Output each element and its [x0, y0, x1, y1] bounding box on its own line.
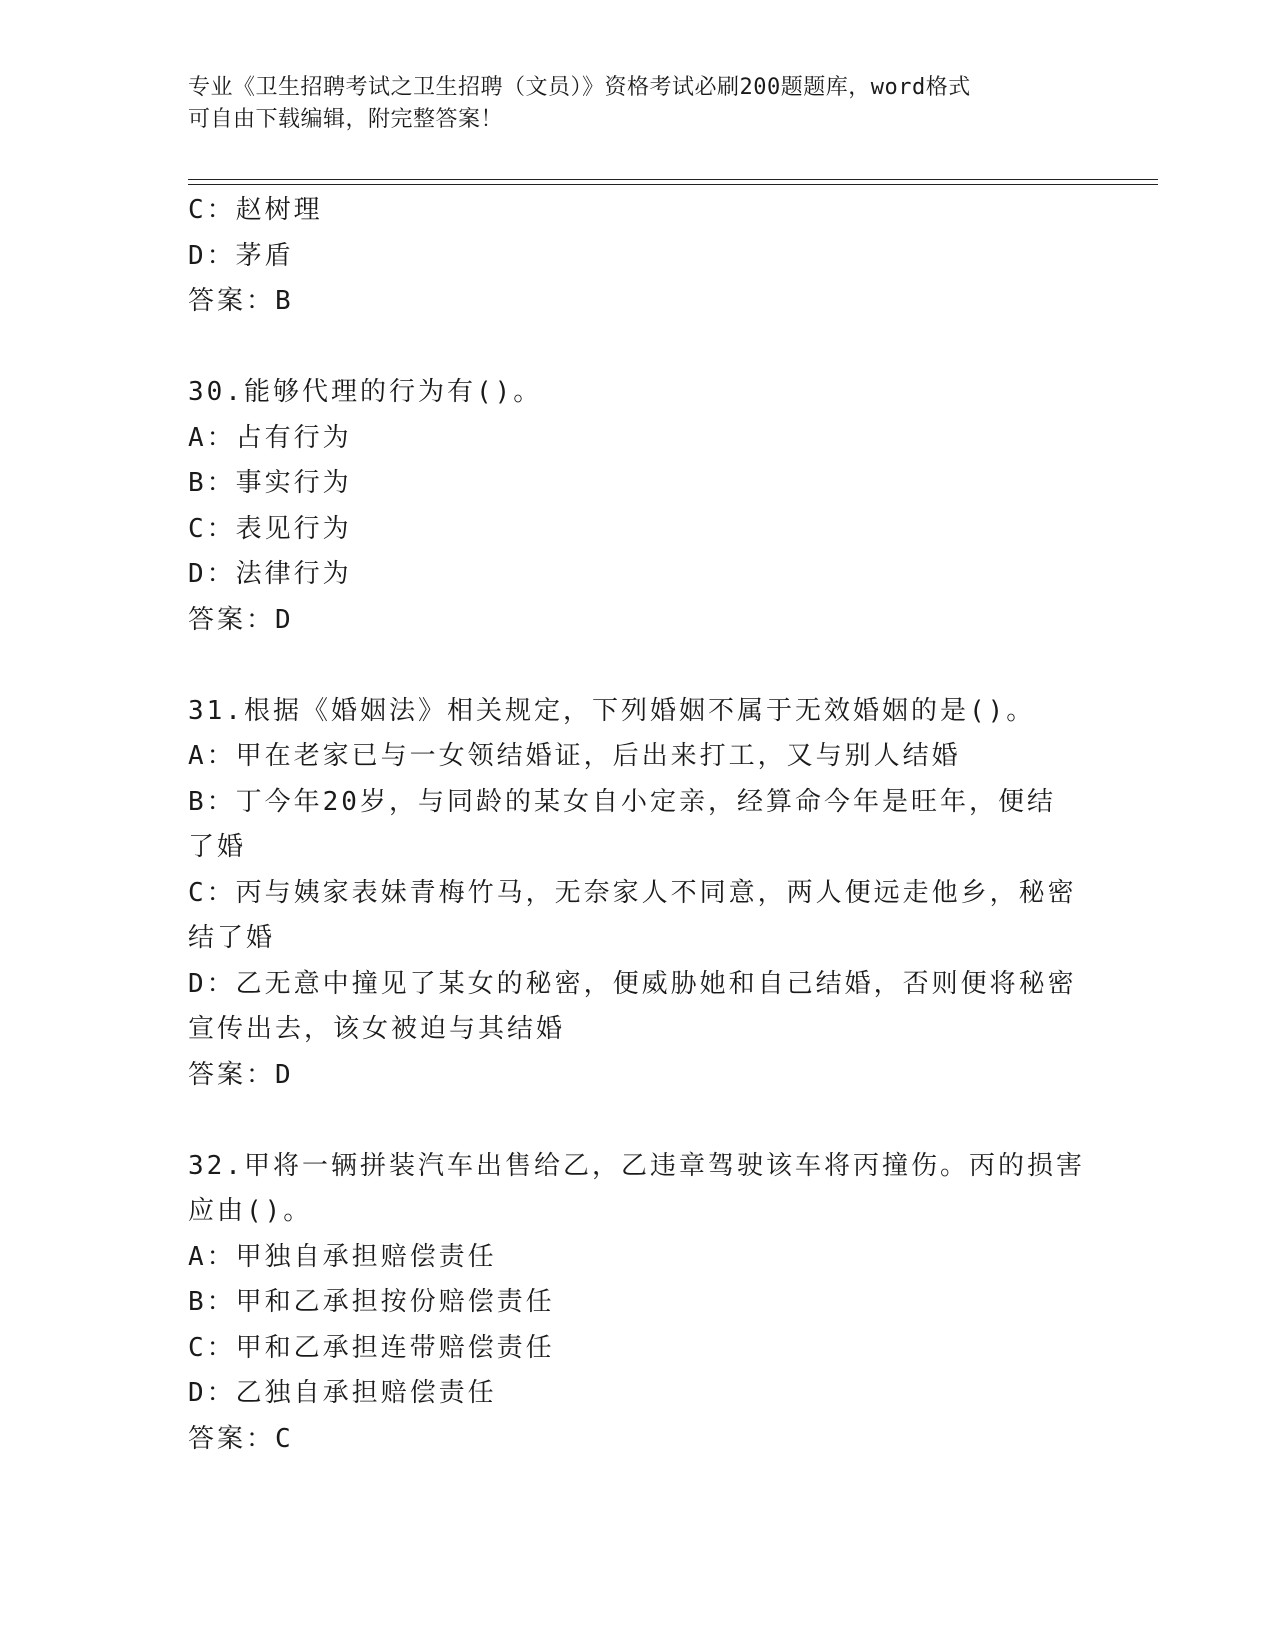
header-title-line-2: 可自由下载编辑，附完整答案！ [188, 107, 504, 132]
option-c: C：甲和乙承担连带赔偿责任 [188, 1332, 555, 1363]
option-a: A：占有行为 [188, 422, 352, 453]
option-d: D：乙无意中撞见了某女的秘密，便威胁她和自己结婚，否则便将秘密 [188, 968, 1077, 999]
question-29-tail [188, 188, 1088, 325]
option-b: B：甲和乙承担按份赔偿责任 [188, 1287, 555, 1317]
option-d: D：法律行为 [188, 559, 352, 589]
option-b: B：丁今年20岁，与同龄的某女自小定亲，经算命今年是旺年，便结 [188, 786, 1056, 817]
header-divider-top [188, 179, 1158, 180]
header-title-line-1: 专业《卫生招聘考试之卫生招聘（文员）》资格考试必刷200题题库，word格式 [188, 75, 971, 100]
answer-line: 答案：D [188, 604, 294, 635]
question-31 [188, 689, 1088, 1099]
question-list [188, 188, 1088, 1462]
question-stem: 32.甲将一辆拼装汽车出售给乙，乙违章驾驶该车将丙撞伤。丙的损害 [188, 1150, 1085, 1181]
document-header [188, 72, 1078, 136]
question-spacer [188, 643, 1088, 689]
option-d-continued: 宣传出去，该女被迫与其结婚 [188, 1014, 566, 1044]
question-spacer [188, 325, 1088, 371]
option-c: C：赵树理 [188, 195, 323, 225]
option-d: D：乙独自承担赔偿责任 [188, 1378, 497, 1408]
option-b: B：事实行为 [188, 468, 352, 498]
option-a: A：甲在老家已与一女领结婚证，后出来打工，又与别人结婚 [188, 741, 961, 771]
option-c-continued: 结了婚 [188, 923, 276, 953]
option-a: A：甲独自承担赔偿责任 [188, 1241, 497, 1272]
option-c: C：表见行为 [188, 513, 352, 544]
question-stem-continued: 应由()。 [188, 1196, 313, 1226]
question-stem: 30.能够代理的行为有()。 [188, 377, 543, 407]
answer-line: 答案：D [188, 1059, 294, 1090]
question-32 [188, 1144, 1088, 1463]
answer-line: 答案：C [188, 1423, 294, 1454]
answer-line: 答案：B [188, 286, 294, 316]
question-stem: 31.根据《婚姻法》相关规定，下列婚姻不属于无效婚姻的是()。 [188, 695, 1036, 726]
header-divider-bottom [188, 184, 1158, 185]
option-d: D：茅盾 [188, 240, 294, 271]
question-spacer [188, 1098, 1088, 1144]
option-b-continued: 了婚 [188, 832, 247, 862]
option-c: C：丙与姨家表妹青梅竹马，无奈家人不同意，两人便远走他乡，秘密 [188, 877, 1077, 908]
question-30 [188, 370, 1088, 643]
